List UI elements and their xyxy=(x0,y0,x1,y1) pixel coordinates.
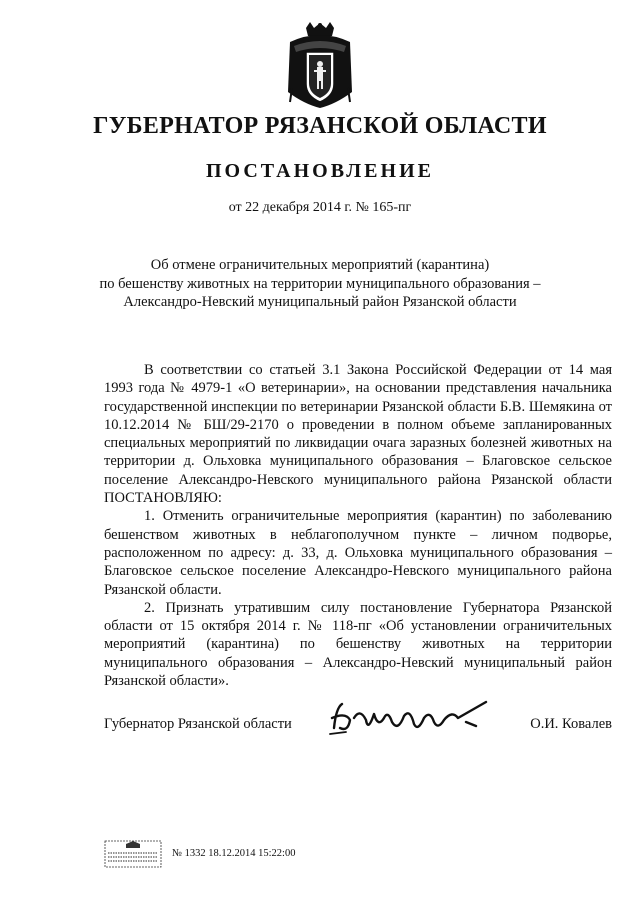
body-paragraph-item-1: 1. Отменить ограничительные мероприятия (карантин) по заболеванию бешенством животных в неблагополучном пункте – личном подворье, расположенном по адресу: д. 33, д. Ольховка муниципального образования – Благовское сельское поселение Александро-Невского муниципального района Рязанской области. xyxy=(104,508,612,598)
subject-line: по бешенству животных на территории муниципального образования – xyxy=(99,275,541,292)
handwritten-signature xyxy=(326,698,496,742)
signatory-name: О.И. Ковалев xyxy=(530,716,612,732)
body-paragraph-item-2: 2. Признать утратившим силу постановление Губернатора Рязанской области от 15 октября 2014 г. № 118-пг «Об установлении ограничительных мероприятий (карантина) по бешенству животных на территории муниципального образования – Александро-Невский муниципальный район Рязанской области». xyxy=(104,599,612,690)
subject-line: Об отмене ограничительных мероприятий (карантина) xyxy=(150,257,490,273)
registration-mark: № 1332 18.12.2014 15:22:00 xyxy=(172,848,296,859)
document-body xyxy=(104,361,612,690)
subject-line: Александро-Невский муниципальный район Рязанской области xyxy=(123,294,517,310)
electronic-signature-stamp xyxy=(104,840,162,868)
authority-title: ГУБЕРНАТОР РЯЗАНСКОЙ ОБЛАСТИ xyxy=(93,113,547,139)
signature-block xyxy=(104,712,612,742)
signatory-position: Губернатор Рязанской области xyxy=(104,716,292,732)
document-subject xyxy=(60,256,580,312)
document-date-number: от 22 декабря 2014 г. № 165-пг xyxy=(228,200,412,215)
coat-of-arms-emblem xyxy=(284,22,356,112)
body-paragraph-preamble: В соответствии со статьей 3.1 Закона Российской Федерации от 14 мая 1993 года № 4979-1 «О ветеринарии», на основании представления начальника государственной инспекции по ветеринарии Рязанской области Б.В. Шемякина от 10.12.2014 № БШ/29-2170 о проведении в полном объеме запланированных специальных мероприятий по ликвидации очага заразных болезней животных на территории д. Ольховка муниципального образования – Благовское сельское поселение Александро-Невского муниципального района Рязанской области ПОСТАНОВЛЯЮ: xyxy=(104,362,612,507)
document-type: ПОСТАНОВЛЕНИЕ xyxy=(206,160,434,182)
